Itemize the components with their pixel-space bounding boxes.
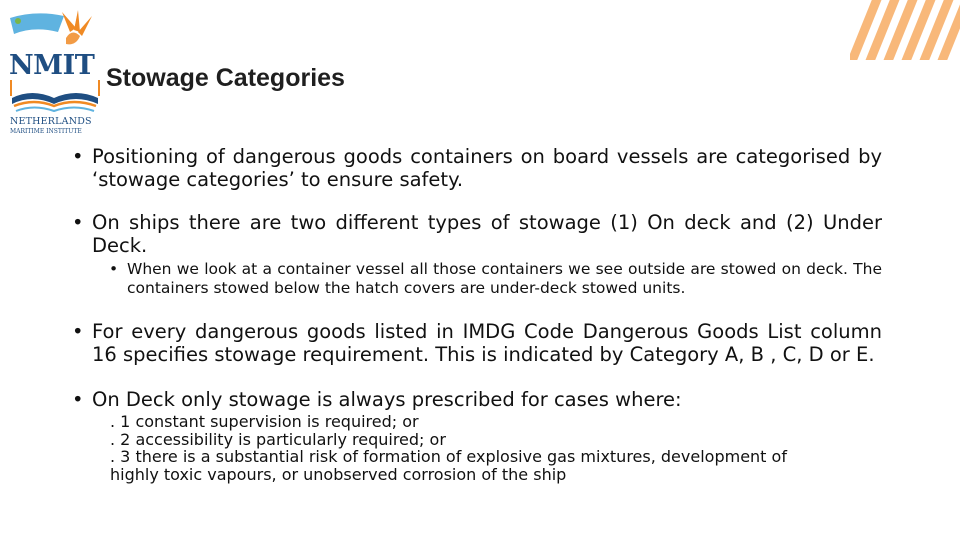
bullet-on-deck-only: • On Deck only stowage is always prescribed for cases where:	[72, 388, 882, 411]
corner-stripes	[850, 0, 960, 60]
case-item: . 3 there is a substantial risk of formation of explosive gas mixtures, development of	[110, 447, 787, 466]
case-item: . 2 accessibility is particularly required; or	[110, 429, 446, 449]
nmit-logo	[6, 6, 102, 138]
logo-wordmark: NMIT	[9, 50, 95, 81]
case-item: highly toxic vapours, or unobserved corrosion of the ship	[110, 464, 567, 484]
slide-title: Stowage Categories	[106, 64, 345, 92]
bullet-imdg-column-16: • For every dangerous goods listed in IMDG Code Dangerous Goods List column 16 specifies stowage requirement. This is indicated by Category A, B , C, D or E.	[72, 320, 882, 366]
bullet-stowage-types: • On ships there are two different types of stowage (1) On deck and (2) Under Deck.	[72, 211, 882, 257]
bullet-stowage-categories: • Positioning of dangerous goods containers on board vessels are categorised by ‘stowage categories’ to ensure safety.	[72, 145, 882, 191]
sub-bullet-on-deck-explanation: • When we look at a container vessel all those containers we see outside are stowed on deck. The containers stowed below the hatch covers are under-deck stowed units.	[109, 260, 882, 298]
on-deck-cases-list	[110, 413, 882, 483]
logo-subtitle: MARITIME INSTITUTE	[10, 128, 82, 135]
case-item: . 1 constant supervision is required; or	[110, 412, 419, 431]
logo-country: NETHERLANDS	[10, 116, 92, 127]
slide-body	[72, 145, 882, 483]
